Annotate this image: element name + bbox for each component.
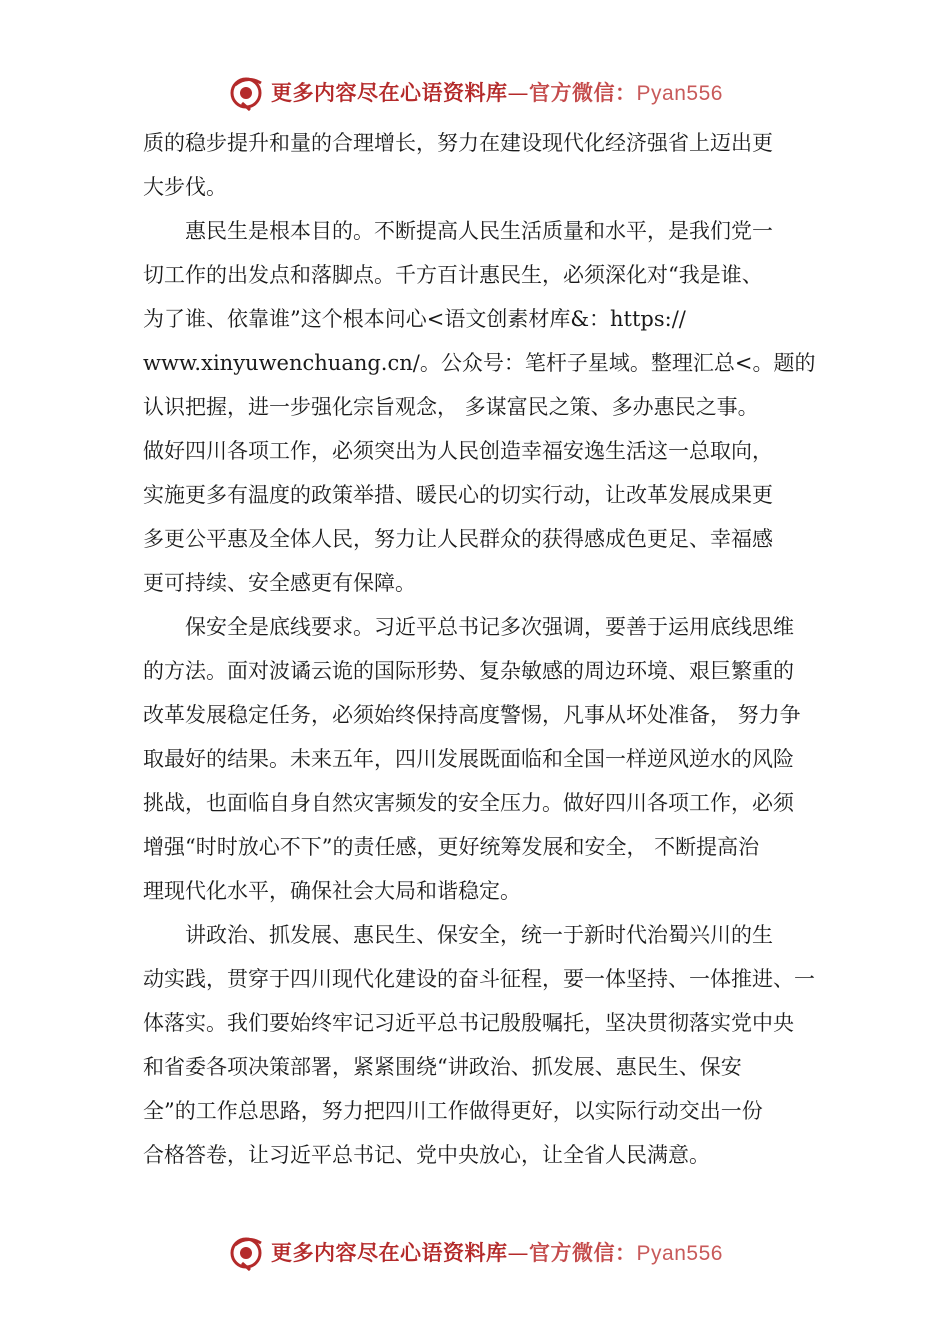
text-line: 理现代化水平，确保社会大局和谐稳定。: [143, 879, 521, 903]
text-line: 体落实。我们要始终牢记习近平总书记殷殷嘱托，坚决贯彻落实党中央: [143, 1011, 794, 1035]
text-line: 大步伐。: [143, 175, 227, 199]
banner-wechat-label: 官方微信：: [529, 1241, 637, 1265]
text-line: 认识把握，进一步强化宗旨观念， 多谋富民之策、多办惠民之事。: [143, 395, 759, 419]
banner-separator: —: [507, 1241, 530, 1265]
text-line: 和省委各项决策部署，紧紧围绕“讲政治、抓发展、惠民生、保安: [143, 1055, 742, 1079]
logo-icon: [227, 1233, 267, 1271]
text-line: 动实践，贯穿于四川现代化建设的奋斗征程，要一体坚持、一体推进、一: [143, 967, 815, 991]
text-line: 取最好的结果。未来五年，四川发展既面临和全国一样逆风逆水的风险: [143, 747, 794, 771]
text-line: 保安全是底线要求。习近平总书记多次强调，要善于运用底线思维: [143, 615, 794, 639]
text-line: 质的稳步提升和量的合理增长，努力在建设现代化经济强省上迈出更: [143, 131, 773, 155]
text-line: 合格答卷，让习近平总书记、党中央放心，让全省人民满意。: [143, 1143, 710, 1167]
text-line: 切工作的出发点和落脚点。千方百计惠民生，必须深化对“我是谁、: [143, 263, 763, 287]
logo-icon: [227, 73, 267, 111]
banner-wechat-id: Pyan556: [636, 82, 723, 105]
text-line: 多更公平惠及全体人民，努力让人民群众的获得感成色更足、幸福感: [143, 527, 773, 551]
text-line: 挑战，也面临自身自然灾害频发的安全压力。做好四川各项工作，必须: [143, 791, 794, 815]
text-line: 更可持续、安全感更有保障。: [143, 571, 416, 595]
text-line: 讲政治、抓发展、惠民生、保安全，统一于新时代治蜀兴川的生: [143, 923, 773, 947]
header-banner: [0, 70, 950, 114]
text-line: www.xinyuwenchuang.cn/。公众号：笔杆子星域。整理汇总<。题的: [143, 351, 816, 375]
banner-wechat-id: Pyan556: [636, 1242, 723, 1265]
text-line: 全”的工作总思路，努力把四川工作做得更好，以实际行动交出一份: [143, 1099, 763, 1123]
text-line: 惠民生是根本目的。不断提高人民生活质量和水平，是我们党一: [143, 219, 773, 243]
banner-separator: —: [507, 81, 530, 105]
text-line: 增强“时时放心不下”的责任感，更好统筹发展和安全， 不断提高治: [143, 835, 760, 859]
banner-wechat-label: 官方微信：: [529, 81, 637, 105]
text-line: 为了谁、依靠谁”这个根本问心<语文创素材库&：https://: [143, 307, 686, 331]
text-line: 实施更多有温度的政策举措、暖民心的切实行动，让改革发展成果更: [143, 483, 773, 507]
text-line: 做好四川各项工作，必须突出为人民创造幸福安逸生活这一总取向，: [143, 439, 773, 463]
banner-brand: 更多内容尽在心语资料库: [271, 1241, 508, 1265]
banner-text: [271, 77, 723, 107]
text-line: 的方法。面对波谲云诡的国际形势、复杂敏感的周边环境、艰巨繁重的: [143, 659, 794, 683]
document-body: [143, 121, 833, 1177]
banner-brand: 更多内容尽在心语资料库: [271, 81, 508, 105]
banner-text: [271, 1237, 723, 1267]
footer-banner: [0, 1230, 950, 1274]
text-line: 改革发展稳定任务，必须始终保持高度警惕，凡事从坏处准备， 努力争: [143, 703, 801, 727]
